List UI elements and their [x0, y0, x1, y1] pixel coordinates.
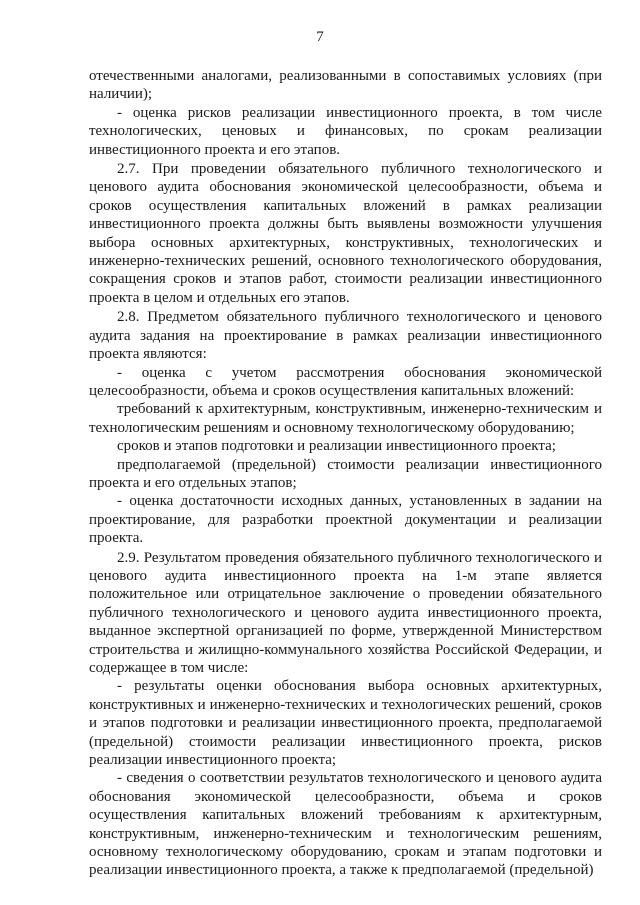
- paragraph-timeframes: сроков и этапов подготовки и реализации инвестиционного проекта;: [117, 438, 556, 455]
- paragraph-requirements: требований к архитектурным, конструктивным, инженерно-техническим и технологическим решениям и основному технологическому оборудованию;: [89, 401, 602, 436]
- paragraph-cost: предполагаемой (предельной) стоимости реализации инвестиционного проекта и его отдельных этапов;: [89, 456, 602, 491]
- page-number: 7: [316, 29, 324, 45]
- paragraph-source-data: - оценка достаточности исходных данных, установленных в задании на проектирование, для разработки проектной документации и реализации проекта.: [89, 493, 602, 547]
- section-2-8: 2.8. Предметом обязательного публичного технологического и ценового аудита задания на проектирование в рамках реализации инвестиционного проекта являются:: [89, 309, 602, 363]
- section-2-9: 2.9. Результатом проведения обязательного публичного технологического и ценового аудита инвестиционного проекта на 1-м этапе является положительное или отрицательное заключение о проведении обязательного публичного технологического и ценового аудита инвестиционного проекта, выданное экспертной организацией по форме, утвержденной Министерством строительства и жилищно-коммунального хозяйства Российской Федерации, и содержащее в том числе:: [89, 549, 602, 676]
- document-body: [89, 67, 602, 880]
- paragraph-evaluation: - оценка с учетом рассмотрения обоснования экономической целесообразности, объема и сроков осуществления капитальных вложений:: [89, 364, 602, 399]
- section-2-7: 2.7. При проведении обязательного публичного технологического и ценового аудита обоснования экономической целесообразности, объема и сроков осуществления капитальных вложений в рамках реализации инвестиционного проекта должны быть выявлены возможности улучшения выбора основных архитектурных, конструктивных, технологических и инженерно-технических решений, основного технологического оборудования, сокращения сроков и этапов работ, стоимости реализации инвестиционного проекта в целом и отдельных его этапов.: [89, 161, 602, 306]
- paragraph-results: - результаты оценки обоснования выбора основных архитектурных, конструктивных и инженерно-технических и технологических решений, сроков и этапов подготовки и реализации инвестиционного проекта, предполагаемой (предельной) стоимости реализации инвестиционного проекта, рисков реализации инвестиционного проекта;: [89, 678, 602, 769]
- paragraph-continuation: отечественными аналогами, реализованными в сопоставимых условиях (при наличии);: [89, 68, 602, 103]
- paragraph-risk-assessment: - оценка рисков реализации инвестиционного проекта, в том числе технологических, ценовых и финансовых, по срокам реализации инвестиционного проекта и его этапов.: [89, 104, 602, 158]
- paragraph-compliance: - сведения о соответствии результатов технологического и ценового аудита обоснования экономической целесообразности, объема и сроков осуществления капитальных вложений требованиям к архитектурным, конструктивным, инженерно-техническим и технологическим решениям, основному технологическому оборудованию, срокам и этапам подготовки и реализации инвестиционного проекта, а также к предполагаемой (предельной): [89, 770, 602, 879]
